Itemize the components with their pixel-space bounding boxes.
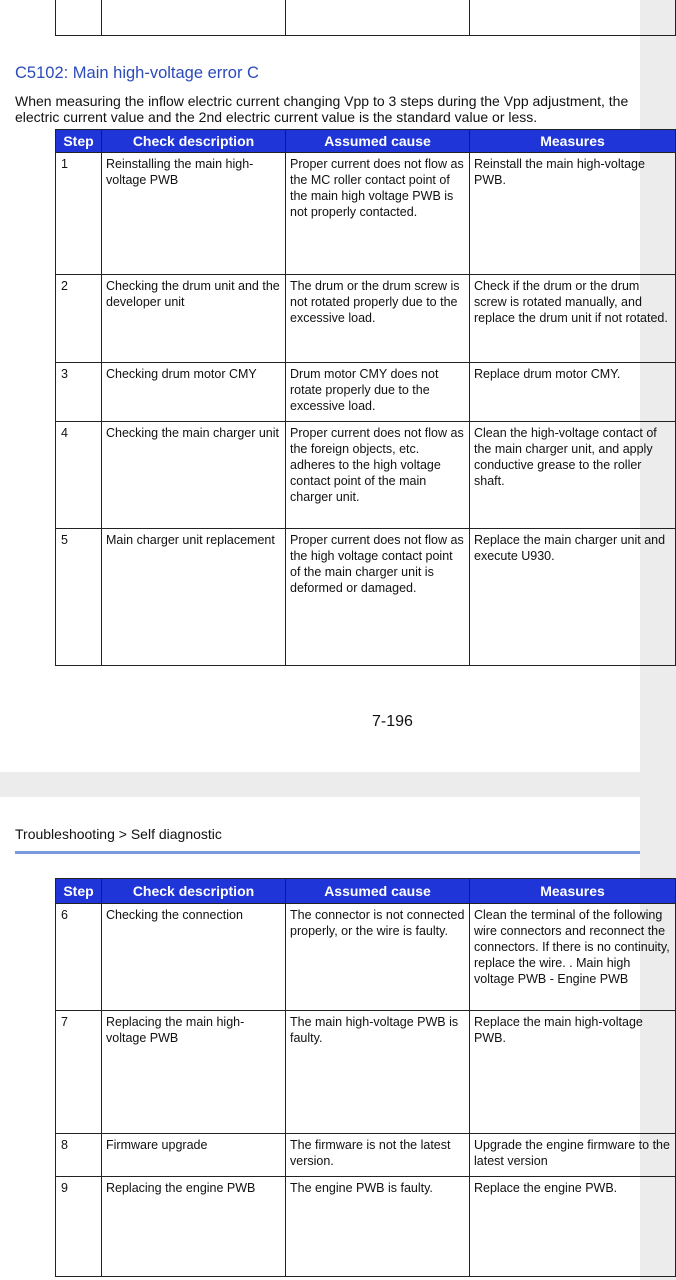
header-cause: Assumed cause [286, 879, 470, 904]
measures-cell: Replace the main charger unit and execute U930. [470, 529, 676, 666]
breadcrumb: Troubleshooting > Self diagnostic [15, 826, 222, 842]
measures-cell: Upgrade the engine firmware to the latest version [470, 1134, 676, 1177]
intro-text [15, 93, 628, 125]
header-step: Step [56, 130, 102, 153]
document-page-2 [0, 797, 670, 1280]
page-number: 7-196 [372, 713, 413, 730]
top-table-fragment [55, 0, 676, 36]
check-cell: Reinstalling the main high-voltage PWB [102, 153, 286, 275]
step-cell: 1 [56, 153, 102, 275]
step-cell: 2 [56, 275, 102, 363]
step-cell: 6 [56, 904, 102, 1011]
measures-cell: Reinstall the main high-voltage PWB. [470, 153, 676, 275]
table-row [56, 422, 676, 529]
cause-cell: The firmware is not the latest version. [286, 1134, 470, 1177]
cause-cell: Proper current does not flow as the high voltage contact point of the main charger unit is deformed or damaged. [286, 529, 470, 666]
table-row [56, 1177, 676, 1277]
table-row [56, 1011, 676, 1134]
header-check: Check description [102, 130, 286, 153]
header-measures: Measures [470, 130, 676, 153]
check-cell: Replacing the engine PWB [102, 1177, 286, 1277]
table-row [56, 529, 676, 666]
check-cell: Checking the connection [102, 904, 286, 1011]
step-cell: 4 [56, 422, 102, 529]
header-divider [15, 851, 640, 854]
cause-cell: Proper current does not flow as the foreign objects, etc. adheres to the high voltage contact point of the main charger unit. [286, 422, 470, 529]
measures-cell: Check if the drum or the drum screw is rotated manually, and replace the drum unit if not rotated. [470, 275, 676, 363]
measures-cell: Replace the engine PWB. [470, 1177, 676, 1277]
measures-cell: Replace the main high-voltage PWB. [470, 1011, 676, 1134]
cause-cell: The main high-voltage PWB is faulty. [286, 1011, 470, 1134]
check-cell: Firmware upgrade [102, 1134, 286, 1177]
table-header-row [56, 130, 676, 153]
cause-cell: The drum or the drum screw is not rotated properly due to the excessive load. [286, 275, 470, 363]
cause-cell: The connector is not connected properly, or the wire is faulty. [286, 904, 470, 1011]
header-cause: Assumed cause [286, 130, 470, 153]
cause-cell: Drum motor CMY does not rotate properly due to the excessive load. [286, 363, 470, 422]
check-cell: Checking drum motor CMY [102, 363, 286, 422]
header-check: Check description [102, 879, 286, 904]
table-row [56, 275, 676, 363]
check-cell: Checking the main charger unit [102, 422, 286, 529]
check-cell: Main charger unit replacement [102, 529, 286, 666]
intro-line-1: When measuring the inflow electric current changing Vpp to 3 steps during the Vpp adjustment, the [15, 93, 629, 109]
step-cell: 7 [56, 1011, 102, 1134]
table-row [56, 1134, 676, 1177]
intro-line-2: electric current value and the 2nd electric current value is the standard value or less. [15, 109, 538, 125]
section-title: C5102: Main high-voltage error C [15, 64, 259, 82]
header-measures: Measures [470, 879, 676, 904]
measures-cell: Replace drum motor CMY. [470, 363, 676, 422]
check-cell: Checking the drum unit and the developer unit [102, 275, 286, 363]
table-row [56, 904, 676, 1011]
measures-cell: Clean the high-voltage contact of the main charger unit, and apply conductive grease to the roller shaft. [470, 422, 676, 529]
measures-cell: Clean the terminal of the following wire connectors and reconnect the connectors. If there is no continuity, replace the wire. . Main high voltage PWB - Engine PWB [470, 904, 676, 1011]
step-cell: 9 [56, 1177, 102, 1277]
table-row [56, 363, 676, 422]
step-cell: 3 [56, 363, 102, 422]
header-step: Step [56, 879, 102, 904]
table-row [56, 153, 676, 275]
step-cell: 8 [56, 1134, 102, 1177]
step-cell: 5 [56, 529, 102, 666]
troubleshooting-table-2 [55, 878, 676, 1277]
troubleshooting-table-1 [55, 129, 676, 666]
cause-cell: Proper current does not flow as the MC roller contact point of the main high voltage PWB is not properly contacted. [286, 153, 470, 275]
cause-cell: The engine PWB is faulty. [286, 1177, 470, 1277]
table-header-row [56, 879, 676, 904]
check-cell: Replacing the main high-voltage PWB [102, 1011, 286, 1134]
